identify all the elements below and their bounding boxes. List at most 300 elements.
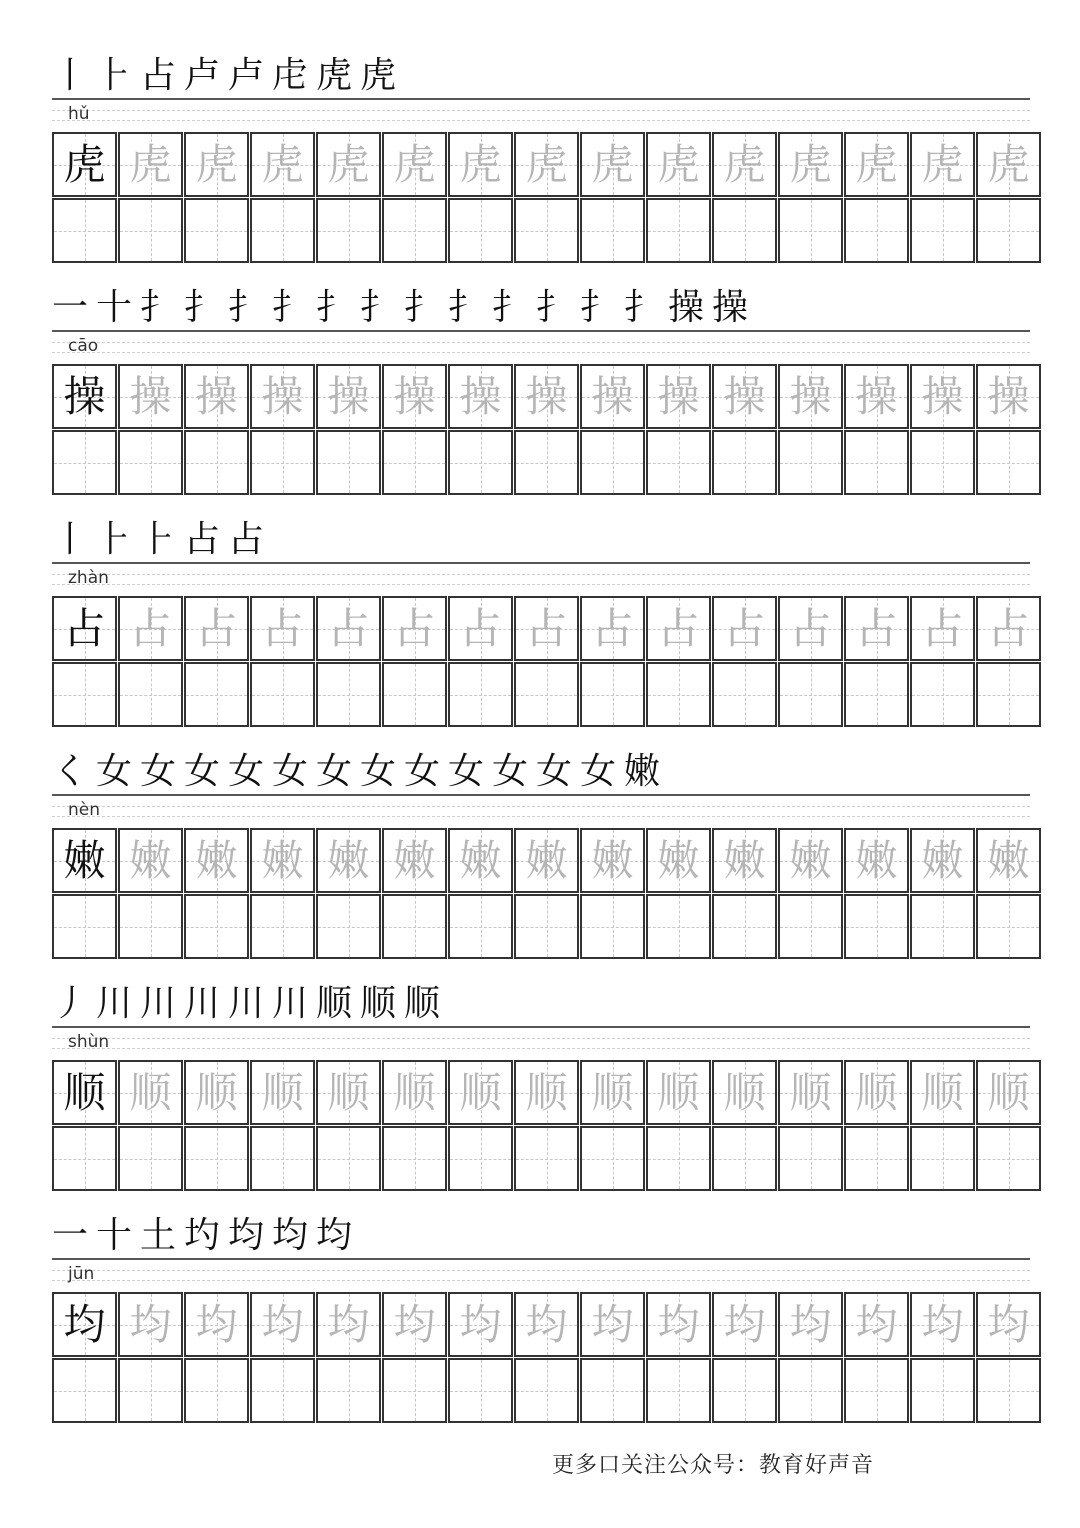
trace-cell [382,596,447,661]
trace-character: 顺 [855,1068,898,1117]
grid-guide [481,1360,482,1421]
trace-character: 操 [657,372,700,421]
stroke-step: 顺 [360,983,397,1024]
trace-cell [316,1060,381,1125]
blank-cell[interactable] [448,198,513,263]
guide-line [52,574,1030,575]
blank-cell[interactable] [316,894,381,959]
blank-cell[interactable] [118,894,183,959]
blank-cell[interactable] [382,1358,447,1423]
blank-cell[interactable] [778,662,843,727]
stroke-step: 女 [580,751,617,792]
blank-cell[interactable] [448,894,513,959]
stroke-order [52,280,754,330]
trace-character: 均 [855,1300,898,1349]
stroke-step: 女 [184,751,221,792]
blank-cell[interactable] [910,894,975,959]
trace-cell [910,828,975,893]
grid-guide [877,664,878,725]
trace-cell [844,132,909,197]
trace-character: 占 [855,604,898,653]
trace-character: 操 [591,372,634,421]
trace-character: 顺 [591,1068,634,1117]
blank-cell[interactable] [250,198,315,263]
trace-cell [976,1060,1041,1125]
trace-character: 操 [921,372,964,421]
blank-cell[interactable] [514,894,579,959]
trace-cell [844,1060,909,1125]
stroke-step: 女 [140,751,177,792]
trace-character: 嫩 [327,836,370,885]
model-cell [52,364,117,429]
trace-character: 虎 [987,140,1030,189]
trace-character: 均 [789,1300,832,1349]
blank-cell[interactable] [382,662,447,727]
trace-cell [712,596,777,661]
blank-cell[interactable] [712,198,777,263]
grid-guide [151,200,152,261]
blank-cell[interactable] [976,198,1041,263]
blank-cell[interactable] [514,430,579,495]
grid-guide [745,664,746,725]
trace-cell [250,132,315,197]
grid-guide [415,1128,416,1189]
trace-cell [316,1292,381,1357]
blank-cell[interactable] [514,1358,579,1423]
blank-cell[interactable] [250,430,315,495]
blank-cell[interactable] [118,1358,183,1423]
stroke-step: ⺊ [96,55,133,96]
blank-cell[interactable] [184,894,249,959]
trace-character: 操 [789,372,832,421]
blank-cell[interactable] [184,662,249,727]
blank-cell[interactable] [448,662,513,727]
grid-guide [547,896,548,957]
trace-character: 操 [261,372,304,421]
blank-cell[interactable] [580,1126,645,1191]
stroke-step: 顺 [316,983,353,1024]
stroke-order [52,48,402,98]
blank-cell[interactable] [976,1126,1041,1191]
stroke-step: 女 [272,751,309,792]
trace-character: 占 [657,604,700,653]
grid-guide [217,1128,218,1189]
grid-guide [481,432,482,493]
blank-cell[interactable] [712,1126,777,1191]
character-section [52,512,1030,744]
trace-cell [118,596,183,661]
grid-guide [151,664,152,725]
stroke-step: 虍 [272,55,309,96]
blank-cell[interactable] [778,894,843,959]
trace-character: 均 [987,1300,1030,1349]
trace-character: 占 [525,604,568,653]
guide-line [52,352,1030,353]
stroke-order [52,512,270,562]
blank-cell[interactable] [118,430,183,495]
trace-character: 操 [525,372,568,421]
blank-cell[interactable] [976,1358,1041,1423]
trace-cell [184,1292,249,1357]
pinyin-band [52,564,1030,594]
blank-cell[interactable] [910,198,975,263]
trace-character: 虎 [393,140,436,189]
grid-guide [415,432,416,493]
stroke-step: 虎 [316,55,353,96]
trace-cell [448,364,513,429]
grid-guide [217,1360,218,1421]
trace-character: 操 [987,372,1030,421]
blank-cell[interactable] [514,1126,579,1191]
grid-guide [943,1360,944,1421]
trace-cell [580,1292,645,1357]
blank-cell[interactable] [580,198,645,263]
grid-guide [415,896,416,957]
trace-cell [646,1060,711,1125]
stroke-step: 女 [228,751,265,792]
blank-cell[interactable] [448,1126,513,1191]
stroke-step: 丿 [52,983,89,1024]
grid-guide [877,1360,878,1421]
blank-cell[interactable] [250,662,315,727]
grid-guide [679,896,680,957]
trace-cell [976,132,1041,197]
blank-cell[interactable] [580,430,645,495]
trace-cell [250,596,315,661]
trace-character: 嫩 [261,836,304,885]
trace-cell [712,1292,777,1357]
blank-cell[interactable] [382,430,447,495]
trace-cell [646,596,711,661]
stroke-step: 川 [184,983,221,1024]
stroke-step: 女 [404,751,441,792]
blank-cell[interactable] [580,1358,645,1423]
stroke-step: 扌 [360,287,397,328]
blank-cell[interactable] [646,1358,711,1423]
trace-cell [514,132,579,197]
grid-guide [547,200,548,261]
grid-guide [85,664,86,725]
blank-cell[interactable] [52,430,117,495]
grid-guide [283,664,284,725]
trace-character: 虎 [723,140,766,189]
grid-guide [877,1128,878,1189]
blank-cell[interactable] [580,662,645,727]
grid-guide [613,200,614,261]
trace-cell [844,828,909,893]
trace-cell [778,132,843,197]
stroke-step: 女 [536,751,573,792]
stroke-step: 十 [96,1215,133,1256]
trace-character: 虎 [921,140,964,189]
stroke-step: 均 [272,1215,309,1256]
blank-cell[interactable] [382,198,447,263]
blank-cell[interactable] [184,430,249,495]
grid-guide [547,1360,548,1421]
blank-cell[interactable] [910,1126,975,1191]
grid-guide [349,896,350,957]
trace-character: 虎 [789,140,832,189]
grid-guide [1009,432,1010,493]
trace-character: 虎 [327,140,370,189]
grid-guide [745,432,746,493]
grid-guide [877,200,878,261]
blank-cell[interactable] [52,894,117,959]
stroke-step: 扌 [448,287,485,328]
stroke-step: 占 [184,519,221,560]
grid-guide [151,896,152,957]
trace-cell [580,132,645,197]
stroke-step: 扌 [536,287,573,328]
stroke-step: 顺 [404,983,441,1024]
grid-guide [283,1360,284,1421]
model-cell [52,132,117,197]
practice-row [52,894,1042,959]
character-section [52,280,1030,512]
grid-guide [547,664,548,725]
blank-cell[interactable] [382,894,447,959]
trace-cell [448,132,513,197]
stroke-step: 一 [52,287,89,328]
blank-cell[interactable] [646,198,711,263]
stroke-step: 卢 [228,55,265,96]
stroke-step: 扌 [316,287,353,328]
trace-cell [712,132,777,197]
stroke-step: 土 [140,1215,177,1256]
trace-row [52,596,1042,661]
trace-row [52,132,1042,197]
blank-cell[interactable] [118,198,183,263]
stroke-step: ⺊ [96,519,133,560]
blank-cell[interactable] [844,1358,909,1423]
grid-guide [613,432,614,493]
pinyin-band [52,1260,1030,1290]
stroke-step: く [52,751,89,792]
trace-cell [910,1292,975,1357]
blank-cell[interactable] [646,894,711,959]
trace-character: 均 [393,1300,436,1349]
grid-guide [85,1128,86,1189]
grid-guide [1009,1360,1010,1421]
trace-character: 均 [921,1300,964,1349]
blank-cell[interactable] [316,430,381,495]
trace-cell [976,364,1041,429]
blank-cell[interactable] [448,1358,513,1423]
practice-row [52,1358,1042,1423]
trace-cell [316,132,381,197]
grid-guide [613,664,614,725]
guide-line [52,816,1030,817]
model-cell [52,1292,117,1357]
blank-cell[interactable] [844,198,909,263]
trace-character: 嫩 [393,836,436,885]
stroke-step: 虎 [360,55,397,96]
practice-row [52,662,1042,727]
trace-character: 顺 [327,1068,370,1117]
trace-character: 嫩 [921,836,964,885]
blank-cell[interactable] [184,198,249,263]
blank-cell[interactable] [910,662,975,727]
pinyin-label: cāo [68,336,99,356]
blank-cell[interactable] [514,198,579,263]
grid-guide [283,200,284,261]
trace-character: 操 [393,372,436,421]
trace-cell [778,596,843,661]
trace-cell [580,1060,645,1125]
trace-cell [382,1292,447,1357]
trace-character: 均 [129,1300,172,1349]
blank-cell[interactable] [118,662,183,727]
grid-guide [151,1360,152,1421]
trace-cell [250,1292,315,1357]
grid-guide [811,1128,812,1189]
trace-character: 占 [327,604,370,653]
trace-character: 均 [459,1300,502,1349]
blank-cell[interactable] [910,1358,975,1423]
blank-cell[interactable] [910,430,975,495]
model-character: 均 [63,1300,106,1349]
trace-character: 嫩 [525,836,568,885]
pinyin-band [52,1028,1030,1058]
trace-cell [910,1060,975,1125]
stroke-step: 扌 [624,287,661,328]
grid-guide [217,200,218,261]
trace-character: 占 [393,604,436,653]
blank-cell[interactable] [250,894,315,959]
blank-cell[interactable] [712,1358,777,1423]
stroke-step: ⺊ [140,519,177,560]
trace-character: 均 [327,1300,370,1349]
trace-cell [778,1060,843,1125]
grid-guide [745,1128,746,1189]
trace-character: 操 [195,372,238,421]
trace-character: 顺 [261,1068,304,1117]
stroke-step: 扌 [140,287,177,328]
grid-guide [943,896,944,957]
blank-cell[interactable] [580,894,645,959]
stroke-step: 操 [712,287,749,328]
stroke-step: 川 [140,983,177,1024]
pinyin-label: shùn [68,1032,110,1052]
trace-cell [778,828,843,893]
trace-cell [514,364,579,429]
trace-row [52,364,1042,429]
blank-cell[interactable] [778,1358,843,1423]
blank-cell[interactable] [646,662,711,727]
trace-character: 均 [723,1300,766,1349]
grid-guide [679,1128,680,1189]
blank-cell[interactable] [184,1358,249,1423]
blank-cell[interactable] [844,430,909,495]
blank-cell[interactable] [316,1126,381,1191]
blank-cell[interactable] [316,662,381,727]
model-cell [52,1060,117,1125]
model-character: 虎 [63,140,106,189]
grid-guide [679,432,680,493]
stroke-step: 川 [228,983,265,1024]
blank-cell[interactable] [976,662,1041,727]
trace-character: 操 [129,372,172,421]
blank-cell[interactable] [250,1358,315,1423]
grid-guide [877,896,878,957]
blank-cell[interactable] [118,1126,183,1191]
stroke-step: 占 [228,519,265,560]
blank-cell[interactable] [778,430,843,495]
trace-cell [712,364,777,429]
grid-guide [415,1360,416,1421]
grid-guide [1009,200,1010,261]
blank-cell[interactable] [712,894,777,959]
grid-guide [349,664,350,725]
blank-cell[interactable] [184,1126,249,1191]
grid-guide [283,432,284,493]
trace-cell [448,1292,513,1357]
trace-cell [382,828,447,893]
trace-cell [118,1292,183,1357]
blank-cell[interactable] [52,1126,117,1191]
grid-guide [481,1128,482,1189]
blank-cell[interactable] [778,198,843,263]
character-section [52,744,1030,976]
trace-character: 均 [261,1300,304,1349]
blank-cell[interactable] [646,430,711,495]
grid-guide [547,432,548,493]
blank-cell[interactable] [646,1126,711,1191]
blank-cell[interactable] [712,662,777,727]
character-section [52,976,1030,1208]
grid-guide [811,896,812,957]
blank-cell[interactable] [448,430,513,495]
blank-cell[interactable] [844,1126,909,1191]
practice-row [52,1126,1042,1191]
blank-cell[interactable] [514,662,579,727]
grid-guide [943,1128,944,1189]
grid-guide [811,1360,812,1421]
trace-cell [316,828,381,893]
trace-character: 嫩 [987,836,1030,885]
trace-cell [382,1060,447,1125]
grid-guide [283,896,284,957]
stroke-step: 卢 [184,55,221,96]
model-character: 操 [63,372,106,421]
blank-cell[interactable] [250,1126,315,1191]
grid-guide [85,432,86,493]
stroke-step: 扌 [580,287,617,328]
blank-cell[interactable] [976,894,1041,959]
blank-cell[interactable] [316,1358,381,1423]
blank-cell[interactable] [52,662,117,727]
blank-cell[interactable] [712,430,777,495]
blank-cell[interactable] [52,1358,117,1423]
stroke-order [52,1208,358,1258]
blank-cell[interactable] [778,1126,843,1191]
trace-character: 顺 [723,1068,766,1117]
blank-cell[interactable] [52,198,117,263]
trace-character: 占 [195,604,238,653]
blank-cell[interactable] [316,198,381,263]
grid-guide [217,664,218,725]
blank-cell[interactable] [844,662,909,727]
blank-cell[interactable] [844,894,909,959]
blank-cell[interactable] [976,430,1041,495]
pinyin-label: nèn [68,800,101,820]
character-section [52,1208,1030,1440]
trace-character: 虎 [261,140,304,189]
stroke-order [52,744,666,794]
blank-cell[interactable] [382,1126,447,1191]
trace-character: 顺 [789,1068,832,1117]
grid-guide [745,896,746,957]
